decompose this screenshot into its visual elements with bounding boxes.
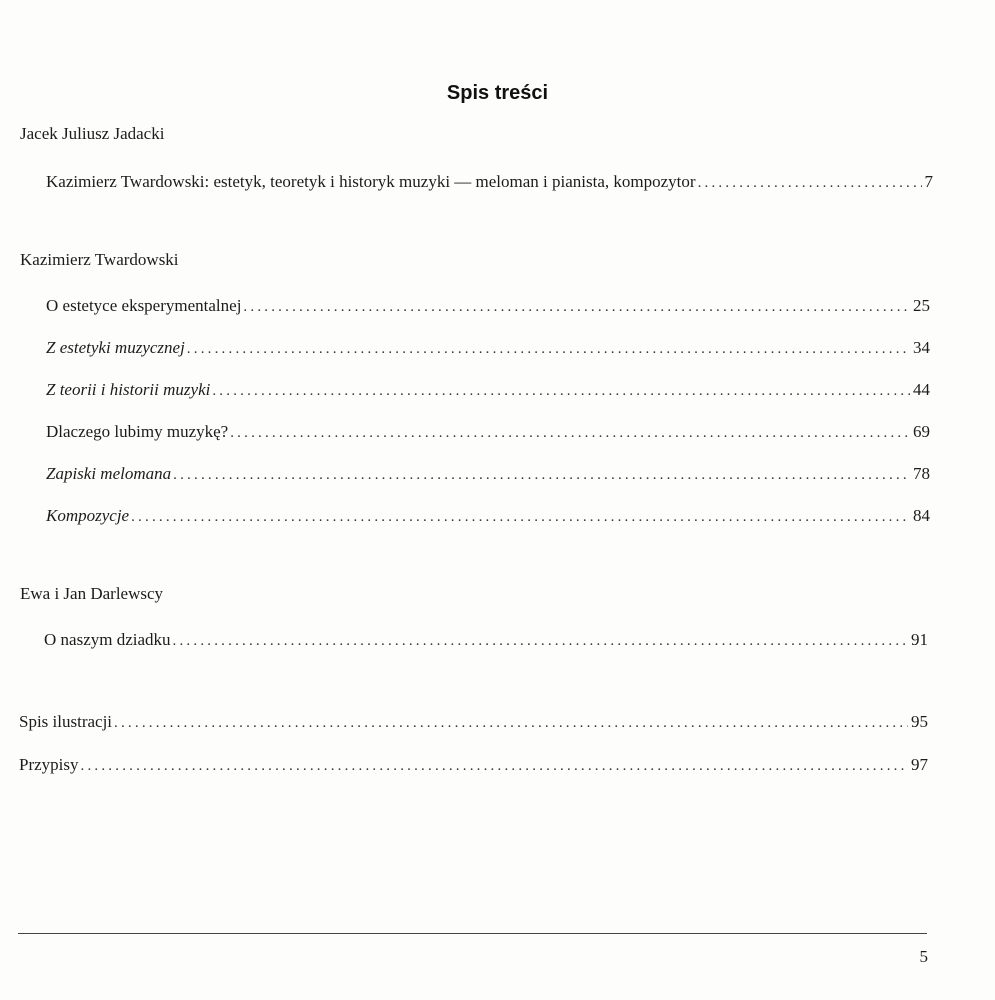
toc-entry-title: Przypisy (19, 755, 79, 774)
toc-entry-page: 25 (913, 296, 930, 315)
toc-entry-page: 7 (924, 172, 933, 191)
toc-entry-title: Z teorii i historii muzyki (46, 380, 211, 399)
toc-entry-title: O naszym dziadku (44, 630, 171, 649)
page-number: 5 (919, 947, 928, 966)
dot-leader (81, 758, 909, 775)
toc-entry-title: Kompozycje (46, 506, 130, 525)
dot-leader (114, 715, 908, 732)
toc-entry[interactable] (46, 338, 930, 358)
toc-entry-page: 78 (913, 464, 930, 483)
toc-entry-title: Kazimierz Twardowski: estetyk, teoretyk i historyk muzyki — meloman i pianista, kompozytor (46, 172, 696, 191)
dot-leader (243, 299, 910, 316)
toc-entry[interactable] (44, 630, 928, 650)
toc-entry-title: Z estetyki muzycznej (46, 338, 185, 357)
toc-entry-page: 34 (913, 338, 930, 357)
section-author: Ewa i Jan Darlewscy (20, 584, 164, 603)
toc-entry-page: 97 (911, 755, 928, 774)
footer-rule (18, 933, 927, 934)
dot-leader (212, 383, 910, 400)
dot-leader (698, 175, 922, 192)
toc-entry[interactable] (46, 464, 930, 484)
toc-entry[interactable] (46, 422, 930, 442)
toc-entry-page: 95 (911, 712, 928, 731)
toc-entry[interactable] (46, 506, 930, 526)
toc-entry[interactable] (19, 755, 928, 775)
toc-entry[interactable] (46, 296, 930, 316)
toc-entry-title: Dlaczego lubimy muzykę? (46, 422, 229, 441)
dot-leader (131, 509, 910, 526)
section-author: Jacek Juliusz Jadacki (20, 124, 165, 143)
section-author: Kazimierz Twardowski (20, 250, 179, 269)
toc-entry-page: 84 (913, 506, 930, 525)
toc-entry-title: Zapiski melomana (46, 464, 172, 483)
dot-leader (187, 341, 910, 358)
toc-entry[interactable] (19, 712, 928, 732)
dot-leader (230, 425, 910, 442)
toc-entry-title: Spis ilustracji (19, 712, 113, 731)
toc-entry-page: 69 (913, 422, 930, 441)
dot-leader (173, 467, 910, 484)
page-title: Spis treści (446, 82, 549, 104)
toc-entry-page: 91 (911, 630, 928, 649)
toc-entry-page: 44 (913, 380, 930, 399)
toc-entry[interactable] (46, 380, 930, 400)
toc-entry[interactable] (46, 172, 933, 192)
dot-leader (173, 633, 908, 650)
toc-entry-title: O estetyce eksperymentalnej (46, 296, 242, 315)
